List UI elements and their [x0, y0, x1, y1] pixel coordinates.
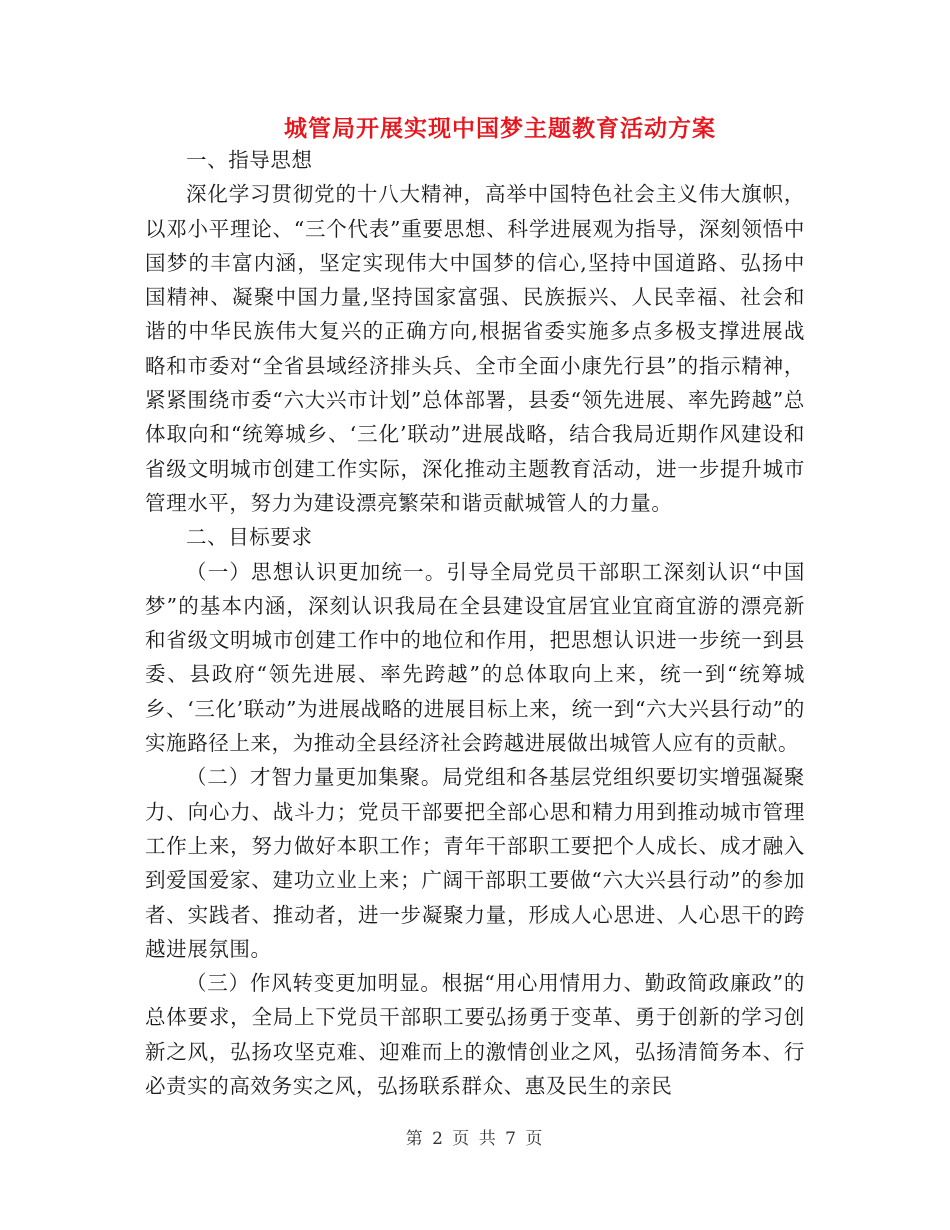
- section-heading-objectives: 二、目标要求: [186, 525, 313, 550]
- paragraph-objective-1: （一）思想认识更加统一。引导全局党员干部职工深刻认识“中国梦”的基本内涵，深刻认识我局在全县建设宜居宜业宜商宜游的漂亮新和省级文明城市创建工作中的地位和作用，把思想认识进一步统一到县委、县政府“领先进展、率先跨越”的总体取向上来，统一到“统筹城乡、‘三化’联动”为进展战略的进展目标上来，统一到“六大兴县行动”的实施路径上来，为推动全县经济社会跨越进展做出城管人应有的贡献。: [145, 559, 805, 756]
- paragraph-guiding-ideology: 深化学习贯彻党的十八大精神，高举中国特色社会主义伟大旗帜，以邓小平理论、“三个代表”重要思想、科学进展观为指导，深刻领悟中国梦的丰富内涵，坚定实现伟大中国梦的信心,坚持中国道路、弘扬中国精神、凝聚中国力量,坚持国家富强、民族振兴、人民幸福、社会和谐的中华民族伟大复兴的正确方向,根据省委实施多点多极支撑进展战略和市委对“全省县域经济排头兵、全市全面小康先行县”的指示精神，紧紧围绕市委“六大兴市计划”总体部署，县委“领先进展、率先跨越”总体取向和“统筹城乡、‘三化’联动”进展战略，结合我局近期作风建设和省级文明城市创建工作实际，深化推动主题教育活动，进一步提升城市管理水平，努力为建设漂亮繁荣和谐贡献城管人的力量。: [145, 182, 805, 515]
- paragraph-objective-2: （二）才智力量更加集聚。局党组和各基层党组织要切实增强凝聚力、向心力、战斗力；党员干部要把全部心思和精力用到推动城市管理工作上来，努力做好本职工作；青年干部职工要把个人成长、成才融入到爱国爱家、建功立业上来；广阔干部职工要做“六大兴县行动”的参加者、实践者、推动者，进一步凝聚力量，形成人心思进、人心思干的跨越进展氛围。: [145, 765, 805, 961]
- paragraph-objective-3: （三）作风转变更加明显。根据“用心用情用力、勤政简政廉政”的总体要求，全局上下党员干部职工要弘扬勇于变革、勇于创新的学习创新之风，弘扬攻坚克难、迎难而上的激情创业之风，弘扬清简务本、行必责实的高效务实之风，弘扬联系群众、惠及民生的亲民: [145, 971, 805, 1099]
- document-body: [145, 143, 805, 1103]
- page-number-footer: 第 2 页 共 7 页: [405, 1129, 545, 1149]
- section-heading-guiding-ideology: 一、指导思想: [186, 148, 313, 172]
- document-title: 城管局开展实现中国梦主题教育活动方案: [284, 115, 716, 142]
